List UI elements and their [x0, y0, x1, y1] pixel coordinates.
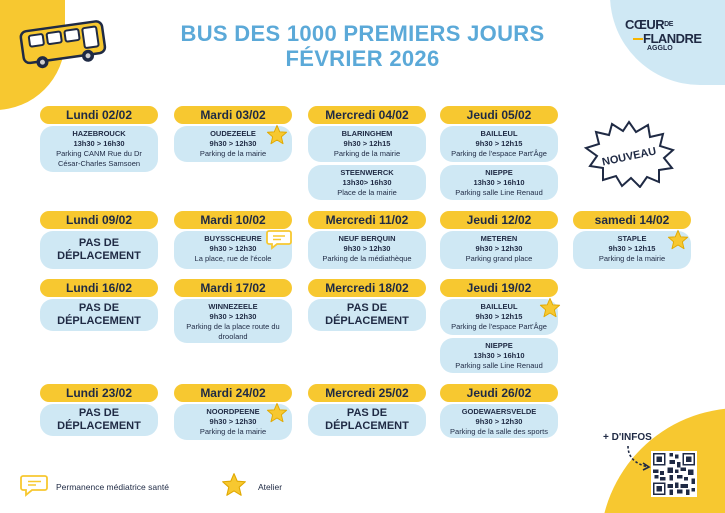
event-card: GODEWAERSVELDE 9h30 > 12h30 Parking de la salle des sports	[440, 404, 558, 438]
chat-bubble-icon	[266, 228, 292, 250]
day-header: Mercredi 18/02	[308, 279, 426, 297]
coeur-de-flandre-logo: $CŒUR^{DE}$ FLANDRE AGGLO	[625, 17, 702, 52]
day-header: Lundi 23/02	[40, 384, 158, 402]
day-header: Mardi 03/02	[174, 106, 292, 124]
legend-chat-label: Permanence médiatrice santé	[56, 482, 169, 492]
star-icon	[266, 124, 288, 146]
event-card: BUYSSCHEURE 9h30 > 12h30 La place, rue de l'école	[174, 231, 292, 269]
no-travel-card: PAS DE DÉPLACEMENT	[308, 299, 426, 331]
day-header: Lundi 16/02	[40, 279, 158, 297]
day-header: Jeudi 05/02	[440, 106, 558, 124]
day-header: Jeudi 19/02	[440, 279, 558, 297]
day-header: Mercredi 25/02	[308, 384, 426, 402]
day-header: Mercredi 04/02	[308, 106, 426, 124]
no-travel-card: PAS DE DÉPLACEMENT	[308, 404, 426, 436]
day-header: Jeudi 26/02	[440, 384, 558, 402]
infos-label: + D'INFOS	[603, 432, 652, 443]
event-card: METEREN 9h30 > 12h30 Parking grand place	[440, 231, 558, 269]
day-header: Lundi 09/02	[40, 211, 158, 229]
arrow-icon	[624, 444, 654, 472]
event-card: BAILLEUL 9h30 > 12h15 Parking de l'espace Part'Âge	[440, 126, 558, 162]
no-travel-card: PAS DE DÉPLACEMENT	[40, 231, 158, 269]
no-travel-card: PAS DE DÉPLACEMENT	[40, 404, 158, 436]
day-header: Lundi 02/02	[40, 106, 158, 124]
star-icon	[221, 472, 247, 498]
star-icon	[266, 402, 288, 424]
event-card: NIEPPE 13h30 > 16h10 Parking salle Line Renaud	[440, 338, 558, 373]
day-header: Mardi 17/02	[174, 279, 292, 297]
event-card: BAILLEUL 9h30 > 12h15 Parking de l'espace Part'Âge	[440, 299, 558, 335]
event-card: BLARINGHEM 9h30 > 12h15 Parking de la mairie	[308, 126, 426, 162]
event-card: NIEPPE 13h30 > 16h10 Parking salle Line Renaud	[440, 165, 558, 200]
chat-bubble-icon	[20, 473, 48, 497]
day-header: Mardi 10/02	[174, 211, 292, 229]
event-card: WINNEZEELE 9h30 > 12h30 Parking de la place route du drooland	[174, 299, 292, 343]
page-subtitle: FÉVRIER 2026	[285, 46, 440, 71]
day-header: Mercredi 11/02	[308, 211, 426, 229]
page-title: BUS DES 1000 PREMIERS JOURS	[180, 21, 545, 46]
nouveau-badge	[582, 120, 676, 188]
no-travel-card: PAS DE DÉPLACEMENT	[40, 299, 158, 331]
qr-code[interactable]	[651, 451, 697, 497]
star-icon	[667, 229, 689, 251]
event-card: HAZEBROUCK 13h30 > 16h30 Parking CANM Rue du Dr César-Charles Samsoen	[40, 126, 158, 172]
day-header: Jeudi 12/02	[440, 211, 558, 229]
event-card: STAPLE 9h30 > 12h15 Parking de la mairie	[573, 231, 691, 269]
event-card: NOORDPEENE 9h30 > 12h30 Parking de la mairie	[174, 404, 292, 440]
day-header: Mardi 24/02	[174, 384, 292, 402]
day-header: samedi 14/02	[573, 211, 691, 229]
nouveau-label: NOUVEAU	[601, 145, 658, 169]
event-card: OUDEZEELE 9h30 > 12h30 Parking de la mairie	[174, 126, 292, 162]
legend-star-label: Atelier	[258, 482, 283, 492]
star-icon	[539, 297, 561, 319]
event-card: STEENWERCK 13h30> 16h30 Place de la mairie	[308, 165, 426, 200]
event-card: NEUF BERQUIN 9h30 > 12h30 Parking de la médiathèque	[308, 231, 426, 269]
